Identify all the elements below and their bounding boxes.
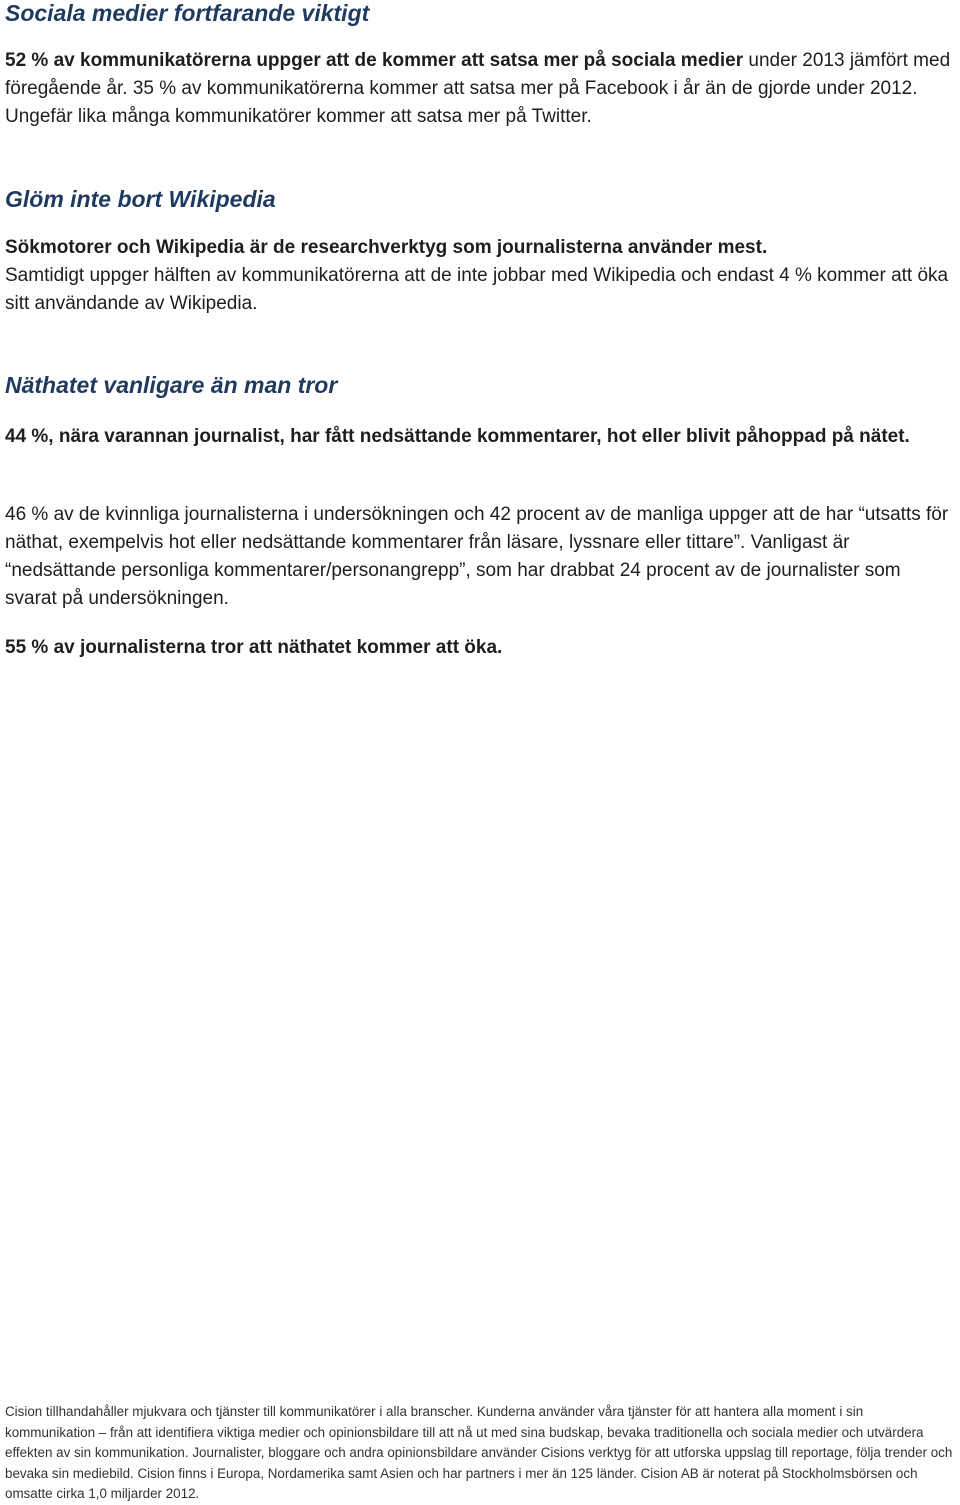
section-body-social-media bbox=[5, 47, 957, 131]
highlight-text: Sökmotorer och Wikipedia är de researchverktyg som journalisterna använder mest. bbox=[5, 237, 768, 258]
section-title-online-hate: Näthatet vanligare än man tror bbox=[5, 372, 338, 398]
body-text: Samtidigt uppger hälften av kommunikatörerna att de inte jobbar med Wikipedia och endast 4 % kommer att öka sitt användande av Wikipedia. bbox=[5, 265, 949, 314]
company-footer-text: Cision tillhandahåller mjukvara och tjänster till kommunikatörer i alla branscher. Kunderna använder våra tjänster för att hantera alla moment i sin kommunikation – från att identifiera viktiga medier och opinionsbildare till att nå ut med sina budskap, bevaka traditionella och sociala medier och utvärdera effekten av sin kommunikation. Journalister, bloggare och andra opinionsbildare använder Cisions verktyg för att utforska uppslag till reportage, följa trender och bevaka sin mediebild. Cision finns i Europa, Nordamerika samt Asien och har partners i mer än 125 länder. Cision AB är noterat på Stockholmsbörsen och omsatte cirka 1,0 miljarder 2012. bbox=[5, 1404, 953, 1501]
body-text: under 2013 jämfört med föregående år. 35 % av kommunikatörerna kommer att satsa mer på Facebook i år än de gjorde under 2012. Ungefär lika många kommunikatörer kommer att satsa mer på Twitter. bbox=[5, 50, 951, 127]
section-title-social-media: Sociala medier fortfarande viktigt bbox=[5, 0, 370, 26]
section-body-wikipedia bbox=[5, 234, 957, 318]
section-paragraph-online-hate: 46 % av de kvinnliga journalisterna i undersökningen och 42 procent av de manliga uppger att de har “utsatts för näthat, exempelvis hot eller nedsättande kommentarer från läsare, lyssnare eller tittare”. Vanligast är “nedsättande personliga kommentarer/personangrepp”, som har drabbat 24 procent av de journalister som svarat på undersökningen. bbox=[5, 504, 949, 609]
highlight-text: 52 % av kommunikatörerna uppger att de kommer att satsa mer på sociala medier bbox=[5, 50, 744, 71]
section-title-wikipedia: Glöm inte bort Wikipedia bbox=[5, 186, 276, 212]
section-lead-online-hate: 44 %, nära varannan journalist, har fått nedsättande kommentarer, hot eller blivit påhoppad på nätet. bbox=[5, 426, 910, 447]
section-closing-online-hate: 55 % av journalisterna tror att näthatet kommer att öka. bbox=[5, 637, 503, 658]
